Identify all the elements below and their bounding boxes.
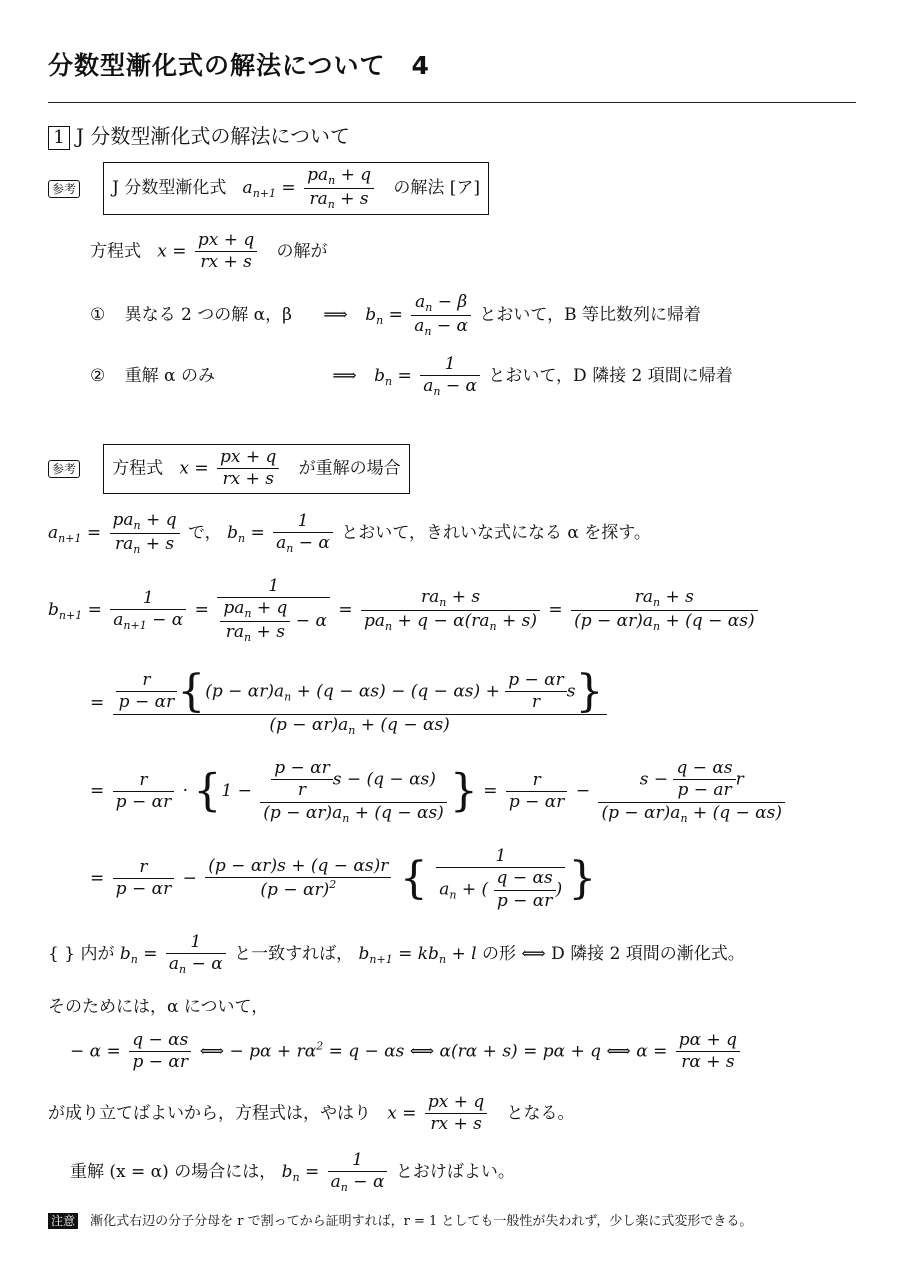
derivation-row-3: = $\frac{r}{p - \alpha r}$ · {1 − $\frac{p - \alpha r}{r}$ s − (q − αs) $(p - \alpha r)a_n + (q - \alpha s)$ } = $\frac{r}{p - \alpha r}$ − s − $\frac{q - \alpha s}{p - ar}$ r $(p - \alpha r)a_n + (q - \alpha s)$ <box>90 758 788 825</box>
denominator-tail: + (q − αs) <box>687 802 782 823</box>
title-divider <box>48 102 856 103</box>
denominator: r <box>271 779 333 801</box>
denominator: a <box>414 315 425 336</box>
reference-tag: 参考 <box>48 460 80 478</box>
conclusion-tail: となる。 <box>506 1103 575 1124</box>
denominator: a <box>276 533 287 553</box>
case-text: 異なる 2 つの解 α，β <box>124 304 292 325</box>
match-line: { } 内が $b_n$ = $\frac{1}{a_n - \alpha}$ と一致すれば， $b_{n+1} = kb_n + l$ の形 ⟺ D 隣接 2 項間の漸化式。 <box>48 932 745 977</box>
nested-fraction: $\frac{pa_n + q}{ra_n + s}$ <box>220 598 290 645</box>
numerator-tail: + q <box>335 165 372 185</box>
denominator: (p − αr)a <box>574 610 654 631</box>
numerator: (p − αr)s + (q − αs)r <box>208 856 389 877</box>
equation-label: 方程式 <box>90 241 141 262</box>
derivation-fraction-6: $\frac{p - \alpha r}{r}$ s − (q − αs) $(p - \alpha r)a_n + (q - \alpha s)$ <box>260 758 447 825</box>
conclusion-text: が成り立てばよいから，方程式は，やはり <box>48 1103 371 1124</box>
denominator-tail: − α <box>347 1172 385 1193</box>
case-2: ② 重解 α のみ ⟹ $b_n$ = $\frac{1}{a_n - \alpha}$ とおいて，D 隣接 2 項間に帰着 <box>90 354 733 399</box>
equation-fraction <box>425 1092 487 1136</box>
numerator-lead: s − <box>639 769 669 790</box>
numerator: q − αs <box>676 758 733 778</box>
match-mid: と一致すれば， <box>234 944 354 964</box>
numerator: 1 <box>444 354 456 374</box>
denominator: p − αr <box>494 890 556 912</box>
reference-box: 方程式 x = $\frac{px + q}{rx + s}$ が重解の場合 <box>103 444 410 494</box>
equation-fraction <box>195 230 257 274</box>
denominator-tail: + s <box>251 622 285 642</box>
denominator: (p − αr)a <box>269 714 349 735</box>
inner-fraction <box>673 758 735 802</box>
numerator: px + q <box>197 230 255 250</box>
substitution-fraction: $\frac{1}{a_n - \alpha}$ <box>273 511 333 556</box>
intro-line: $a_{n+1}$ = $\frac{pa_n + q}{ra_n + s}$ で， $b_n$ = $\frac{1}{a_n - \alpha}$ とおいて，きれいな式になる α を探す。 <box>48 510 651 556</box>
numerator: 1 <box>268 576 280 596</box>
implies-arrow: ⟹ <box>332 366 357 386</box>
derivation-fraction-2: 1 $\frac{pa_n + q}{ra_n + s}$ − α <box>217 576 330 645</box>
numerator: pa <box>223 598 245 619</box>
coefficient-fraction <box>116 670 178 714</box>
denominator: (p − αr) <box>260 880 330 901</box>
numerator: q − αs <box>132 1030 189 1050</box>
derivation-fraction-1 <box>110 588 186 633</box>
reference-tag: 参考 <box>48 180 80 198</box>
reference-label: J 分数型漸化式 <box>112 177 227 198</box>
section-heading <box>48 120 350 150</box>
inner-fraction <box>271 758 333 802</box>
denominator: a <box>439 879 450 900</box>
derivation-fraction-5: $\frac{r}{p - \alpha r}$ {$(p - \alpha r)a_n + (q - \alpha s) - (q - \alpha s)$ + $\frac{p - \alpha r}{r}$ s} $(p - \alpha r)a_n + (q - \alpha s)$ <box>113 670 607 737</box>
denominator: a <box>168 954 180 975</box>
reference-tail: の解法 [ア] <box>393 177 481 198</box>
numerator: ra <box>420 587 440 608</box>
numerator: px + q <box>219 447 277 467</box>
numerator: r <box>139 857 148 878</box>
denominator: pa <box>364 610 386 631</box>
denominator: p − αr <box>113 791 175 813</box>
denominator-tail: − α <box>146 610 184 631</box>
denominator-tail: + q − α(ra <box>392 610 490 631</box>
denominator-tail: − α <box>293 533 330 553</box>
denominator: ra <box>225 622 245 642</box>
numerator: r <box>139 769 148 790</box>
numerator-tail: + s <box>446 587 481 608</box>
numerator: pa <box>112 510 134 530</box>
denominator: p − ar <box>673 779 735 801</box>
denominator-tail: + (q − αs) <box>355 714 450 735</box>
equation-tail: の解が <box>276 241 328 262</box>
numerator: pα + q <box>678 1030 738 1050</box>
denominator: rx + s <box>425 1113 487 1135</box>
numerator: ra <box>634 587 654 608</box>
double-root-text: 重解 (x = α) の場合には， <box>70 1162 277 1182</box>
denominator-tail: + (q − αs) <box>660 610 755 631</box>
equation-intro: 方程式 x = $\frac{px + q}{rx + s}$ の解が <box>90 230 328 273</box>
denominator-tail: − α <box>186 954 223 975</box>
reference-block-1 <box>48 162 489 215</box>
derivation-row-4: = $\frac{r}{p - \alpha r}$ − $\frac{(p - \alpha r)s + (q - \alpha s)r}{(p - \alpha r)^2}$ { 1 $a_n$ + ( $\frac{q - \alpha s}{p - \alpha r}$ ) } <box>90 846 597 911</box>
exponent: 2 <box>316 1039 324 1053</box>
reference-label: 方程式 <box>112 458 164 479</box>
alpha-chain: ⟺ − pα + rα <box>199 1041 317 1062</box>
substitution-fraction: $\frac{a_n - \beta}{a_n - \alpha}$ <box>411 292 471 339</box>
numerator: 1 <box>352 1150 363 1170</box>
exponent: 2 <box>329 878 337 892</box>
denominator-tail: + s <box>334 188 369 209</box>
note-text: 漸化式右辺の分子分母を r で割ってから証明すれば，r = 1 としても一般性が失われず，少し楽に式変形できる。 <box>90 1214 753 1229</box>
for-that-line: そのためには，α について， <box>48 997 269 1017</box>
alpha-equation: − α = $\frac{q - \alpha s}{p - \alpha r}$ ⟺ − $p\alpha + r\alpha^2 = q - \alpha s$ ⟺ α(rα + s) = pα + q ⟺ α = $\frac{p\alpha + q}{r\alpha + s}$ <box>70 1030 743 1074</box>
numerator: 1 <box>142 587 154 608</box>
brace-body: (p − αr)a <box>205 681 285 702</box>
page-title: 分数型漸化式の解法について 4 <box>48 51 430 80</box>
case-tail: とおいて，D 隣接 2 項間に帰着 <box>488 366 733 386</box>
conclusion-line: が成り立てばよいから，方程式は，やはり x = $\frac{px + q}{rx + s}$ となる。 <box>48 1092 575 1135</box>
numerator: a <box>415 292 426 312</box>
denominator-tail: − α <box>440 376 477 397</box>
one-minus: 1 − <box>221 781 252 802</box>
denominator: rx + s <box>217 468 279 490</box>
case-marker: ① <box>90 304 106 325</box>
numerator: p − αr <box>508 670 564 690</box>
reference-box: J 分数型漸化式 $a_{n+1}$ = $\frac{pa_n + q}{ra_n + s}$ の解法 [ア] <box>103 162 489 215</box>
inner-fraction <box>494 868 556 912</box>
derivation-fraction-4: $\frac{ra_n + s}{(p - \alpha r)a_n + (q - \alpha s)}$ <box>571 587 758 634</box>
numerator-tail: + s <box>660 587 694 608</box>
inner-tail: s <box>566 681 576 702</box>
numerator-tail: r <box>735 769 744 790</box>
denominator: a <box>330 1172 341 1193</box>
denominator-tail: − α <box>431 315 469 336</box>
denominator: (p − αr)a <box>601 802 681 823</box>
derivation-fraction-7: s − $\frac{q - \alpha s}{p - ar}$ r $(p - \alpha r)a_n + (q - \alpha s)$ <box>598 758 785 825</box>
case-1: ① 異なる 2 つの解 α，β ⟹ $b_n$ = $\frac{a_n - \beta}{a_n - \alpha}$ とおいて，B 等比数列に帰着 <box>90 292 701 338</box>
derivation-fraction-3: $\frac{ra_n + s}{pa_n + q - \alpha(ra_n + s)}$ <box>361 587 540 634</box>
denominator: rα + s <box>676 1051 740 1073</box>
denominator-tail: + (q − αs) <box>349 802 444 823</box>
denominator: p − αr <box>116 691 178 713</box>
derivation-row-1: $b_{n+1}$ = $\frac{1}{a_{n+1} - \alpha}$ = 1 $\frac{pa_n + q}{ra_n + s}$ − α = $\frac{ra_n + s}{pa_n + q - \alpha(ra_n + s)}$ = $\frac{ra_n + s}{(p - \alpha r)a_n + (q - \alpha s)}$ <box>48 576 761 645</box>
denominator: (p − αr)a <box>263 802 343 823</box>
reference-block-2 <box>48 444 410 494</box>
form-tail: + l <box>446 944 477 964</box>
case-tail: とおいて，B 等比数列に帰着 <box>479 304 701 325</box>
numerator-tail: + q <box>140 510 177 530</box>
equation-fraction <box>217 447 279 491</box>
match-tail: の形 ⟺ D 隣接 2 項間の漸化式。 <box>481 944 745 964</box>
brace-tail: + (q − αs) − (q − αs) + <box>291 681 506 702</box>
reference-tail: が重解の場合 <box>298 458 401 479</box>
denominator: p − αr <box>113 878 175 900</box>
denominator: a <box>423 376 434 397</box>
alpha-left-fraction <box>129 1030 191 1074</box>
numerator-tail: + q <box>251 598 288 619</box>
inner-fraction <box>505 670 567 714</box>
numerator: r <box>142 670 151 690</box>
alpha-right-fraction <box>676 1030 740 1074</box>
substitution-fraction: $\frac{1}{a_n - \alpha}$ <box>166 932 226 977</box>
denominator: rx + s <box>195 251 257 273</box>
case-marker: ② <box>90 366 106 386</box>
numerator-tail: s − (q − αs) <box>332 769 436 790</box>
intro-mid: で， <box>187 522 222 543</box>
numerator: 1 <box>495 846 507 866</box>
note-line <box>48 1210 752 1229</box>
numerator: r <box>532 769 541 790</box>
numerator: 1 <box>297 510 309 531</box>
numerator: 1 <box>190 932 202 952</box>
subscript: n+1 <box>252 186 276 200</box>
intro-tail: とおいて，きれいな式になる α を探す。 <box>341 522 651 543</box>
derivation-fraction-8 <box>205 856 391 902</box>
double-root-tail: とおけばよい。 <box>395 1162 515 1182</box>
alpha-chain-tail: = q − αs ⟺ α(rα + s) = pα + q ⟺ α = <box>323 1041 668 1062</box>
form-expression: = kb <box>398 944 439 964</box>
denominator: ra <box>114 533 134 554</box>
sequence-term: a <box>242 177 253 198</box>
subscript: n+1 <box>123 619 147 633</box>
match-start: { } 内が <box>48 944 115 964</box>
numerator-tail: − β <box>432 292 468 312</box>
denominator: p − αr <box>129 1051 191 1073</box>
section-number: 1 <box>48 126 70 150</box>
denominator-tail: + s <box>140 533 175 554</box>
numerator: px + q <box>427 1092 485 1112</box>
coefficient-fraction <box>113 770 175 814</box>
implies-arrow: ⟹ <box>323 304 348 325</box>
numerator: q − αs <box>496 868 553 889</box>
section-title: J 分数型漸化式の解法について <box>76 124 350 148</box>
substitution-fraction: $\frac{1}{a_n - \alpha}$ <box>328 1150 388 1195</box>
denominator: p − αr <box>506 791 568 813</box>
numerator: p − αr <box>274 758 330 778</box>
denominator: a <box>113 610 124 631</box>
recurrence-fraction: $\frac{pa_n + q}{ra_n + s}$ <box>304 165 374 212</box>
denominator-tail-2: + s) <box>496 610 538 631</box>
substitution-fraction: $\frac{1}{a_n - \alpha}$ <box>420 354 480 399</box>
note-tag: 注意 <box>48 1213 78 1229</box>
denominator: ra <box>309 188 328 209</box>
derivation-fraction-9: 1 $a_n$ + ( $\frac{q - \alpha s}{p - \alpha r}$ ) <box>436 846 565 912</box>
numerator: pa <box>307 165 329 185</box>
coefficient-fraction <box>113 857 175 901</box>
derivation-row-2: = $\frac{r}{p - \alpha r}$ {$(p - \alpha r)a_n + (q - \alpha s) - (q - \alpha s)$ + $\frac{p - \alpha r}{r}$ s} $(p - \alpha r)a_n + (q - \alpha s)$ <box>90 670 610 737</box>
case-text: 重解 α のみ <box>124 366 215 386</box>
coefficient-fraction-2 <box>506 770 568 814</box>
denominator: r <box>505 691 567 713</box>
recurrence-fraction: $\frac{pa_n + q}{ra_n + s}$ <box>110 510 180 557</box>
double-root-line: 重解 (x = α) の場合には， $b_n$ = $\frac{1}{a_n - \alpha}$ とおけばよい。 <box>70 1150 515 1195</box>
